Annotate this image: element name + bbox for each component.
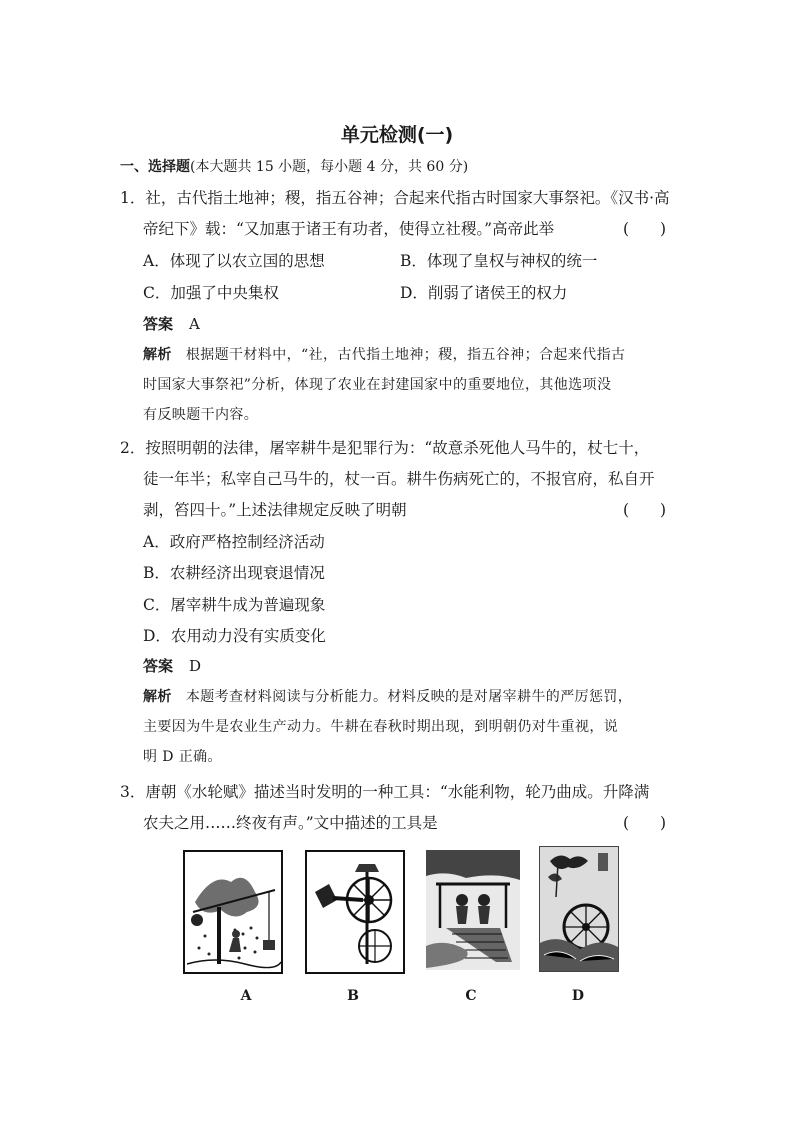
option-b-picture — [305, 850, 405, 974]
q2-option-d: D．农用动力没有实质变化 — [143, 627, 326, 645]
dragon-backbone-pump-illustration — [426, 850, 520, 970]
q2-stem-line2: 徒一年半；私宰自己马牛的，杖一百。耕牛伤病死亡的，不报官府，私自开 — [143, 470, 655, 488]
q1-answer-value: A — [189, 315, 200, 333]
q1-answer — [143, 313, 200, 334]
option-d-picture — [539, 846, 619, 972]
q3-stem-line2: 农夫之用……终夜有声。”文中描述的工具是 — [143, 814, 438, 832]
q1-explanation-line2: 时国家大事祭祀”分析，体现了农业在封建国家中的重要地位，其他选项没 — [143, 377, 612, 393]
q2-stem-line1: 2．按照明朝的法律，屠宰耕牛是犯罪行为：“故意杀死他人马牛的，杖七十， — [120, 439, 650, 457]
q2-stem-line3: 剥，笞四十。”上述法律规定反映了明朝 — [143, 501, 407, 519]
q1-stem-line1: 1．社，古代指土地神；稷，指五谷神；合起来代指古时国家大事祭祀。《汉书·高 — [120, 189, 670, 207]
q1-option-c: C．加强了中央集权 — [143, 284, 279, 302]
q1-explanation-text1: 根据题干材料中，“社，古代指土地神；稷，指五谷神；合起来代指古 — [185, 347, 626, 363]
q1-answer-label: 答案 — [143, 315, 174, 333]
q3-answer-bracket: ( ) — [623, 814, 667, 832]
q2-explanation-line3: 明 D 正确。 — [143, 749, 222, 765]
option-c-picture — [426, 850, 520, 970]
q1-answer-bracket: ( ) — [623, 220, 667, 238]
q1-option-b: B．体现了皇权与神权的统一 — [400, 252, 598, 270]
section-title: 一、选择题 — [120, 159, 190, 175]
q2-option-a: A．政府严格控制经济活动 — [143, 533, 325, 551]
q1-stem-line2: 帝纪下》载：“又加惠于诸王有功者，使得立社稷。”高帝此举 — [143, 220, 555, 238]
q1-explanation-line1 — [143, 344, 625, 364]
q2-answer-bracket: ( ) — [623, 501, 667, 519]
q1-option-d: D．削弱了诸侯王的权力 — [400, 284, 568, 302]
q1-explanation-line3: 有反映题干内容。 — [143, 407, 259, 423]
q1-option-a: A．体现了以农立国的思想 — [143, 252, 325, 270]
q2-explanation-label: 解析 — [143, 689, 172, 705]
option-b-label: B — [347, 988, 359, 1004]
section-heading — [120, 156, 468, 176]
option-a-label: A — [240, 988, 252, 1004]
option-d-label: D — [571, 988, 585, 1004]
water-wheel-illustration — [540, 847, 618, 971]
q2-explanation-line1 — [143, 686, 632, 706]
option-a-picture — [183, 850, 283, 974]
q2-answer-label: 答案 — [143, 657, 174, 675]
option-c-label: C — [465, 988, 477, 1004]
q2-option-b: B．农耕经济出现衰退情况 — [143, 564, 325, 582]
section-note: (本大题共 15 小题，每小题 4 分，共 60 分) — [190, 159, 469, 175]
q1-explanation-label: 解析 — [143, 347, 172, 363]
well-sweep-illustration — [185, 852, 281, 972]
q2-explanation-text1: 本题考查材料阅读与分析能力。材料反映的是对屠宰耕牛的严厉惩罚， — [185, 689, 633, 705]
q3-stem-line1: 3．唐朝《水轮赋》描述当时发明的一种工具：“水能利物，轮乃曲成。升降满 — [120, 783, 650, 801]
q2-answer-value: D — [189, 657, 202, 675]
geared-wheel-illustration — [307, 852, 403, 972]
q2-answer — [143, 655, 201, 676]
page-title: 单元检测(一) — [340, 124, 454, 146]
q2-explanation-line2: 主要因为牛是农业生产动力。牛耕在春秋时期出现，到明朝仍对牛重视，说 — [143, 719, 619, 735]
q2-option-c: C．屠宰耕牛成为普遍现象 — [143, 596, 326, 614]
